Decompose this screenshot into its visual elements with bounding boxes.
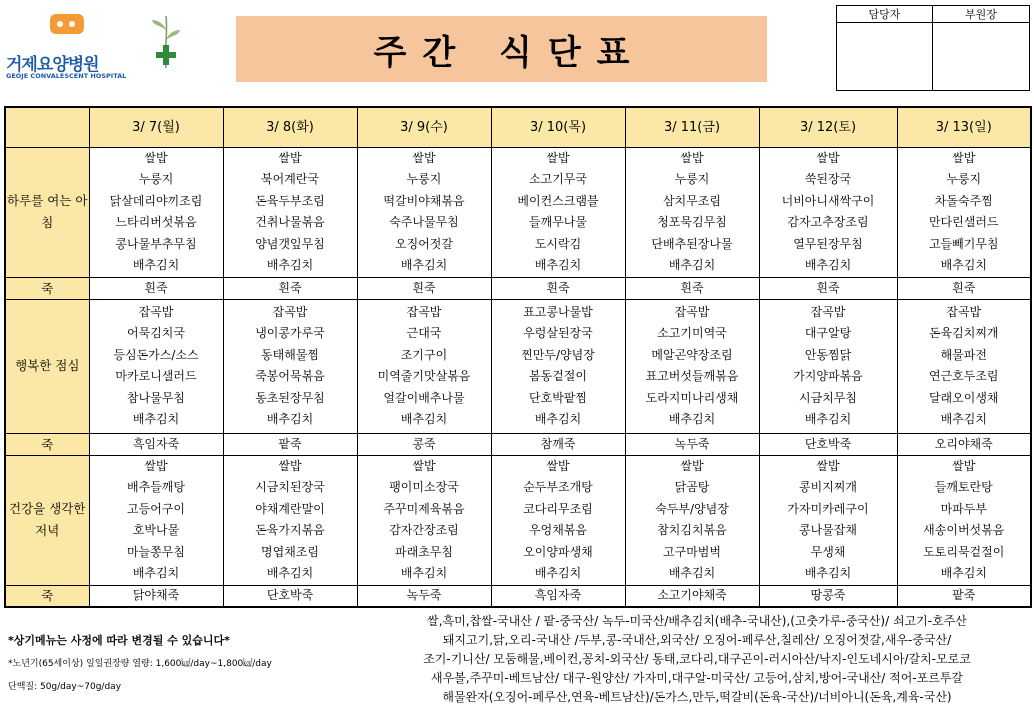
menu-cell: 콩죽 — [357, 433, 491, 455]
day-header-row — [5, 107, 1031, 147]
dish-item: 잡곡밥 — [138, 304, 174, 319]
dish-item: 참치김치볶음 — [657, 523, 727, 537]
corner-cell — [5, 107, 89, 147]
sign-label-vice-director: 부원장 — [933, 6, 1029, 23]
dish-item: 쌀밥 — [680, 150, 704, 165]
dish-item: 팽이미소장국 — [389, 480, 459, 494]
dish-item: 코다리무조림 — [523, 501, 593, 516]
dish-item: 떡갈비야채볶음 — [383, 193, 465, 208]
meal-label: 죽 — [5, 433, 89, 455]
logo-plant-cross-icon — [146, 10, 186, 70]
dish-item: 배추김치 — [534, 258, 582, 272]
dish-item: 배추김치 — [400, 566, 448, 580]
dish-item: 배추김치 — [940, 412, 987, 426]
dish-item: 배추김치 — [400, 258, 448, 272]
dish-item: 마파두부 — [940, 501, 987, 516]
page-title: 주간 식단표 — [373, 32, 646, 73]
dish-item: 참나물무침 — [127, 390, 185, 405]
dish-item: 배추김치 — [534, 566, 582, 580]
day-header: 3/ 12(토) — [759, 107, 897, 147]
dish-item: 쌀밥 — [546, 458, 570, 473]
hospital-name: 거제요양병원 — [6, 55, 99, 75]
dish-item: 명엽채조림 — [261, 544, 319, 559]
dish-item: 가지양파볶음 — [793, 369, 863, 383]
dish-item: 단배추된장나물 — [651, 236, 733, 251]
dish-item: 시금치된장국 — [255, 480, 325, 494]
dish-item: 고등어구이 — [127, 501, 185, 516]
menu-cell — [897, 299, 1031, 433]
dish-item: 표고버섯들깨볶음 — [645, 369, 739, 383]
dish-item: 가자미카레구이 — [787, 501, 869, 516]
menu-cell: 흰죽 — [759, 277, 897, 299]
dish-item: 쌀밥 — [816, 150, 840, 165]
dish-item: 배추김치 — [940, 566, 987, 580]
dish-item: 돈육두부조림 — [255, 193, 325, 208]
dish-item: 콩나물잡채 — [799, 523, 857, 537]
menu-cell: 녹두죽 — [625, 433, 759, 455]
dish-item: 배추김치 — [132, 412, 180, 426]
dish-item: 감자간장조림 — [389, 523, 459, 537]
menu-cell — [357, 455, 491, 585]
menu-cell: 팥죽 — [897, 585, 1031, 607]
menu-cell: 단호박죽 — [223, 585, 357, 607]
menu-cell: 흰죽 — [897, 277, 1031, 299]
menu-cell: 닭야채죽 — [89, 585, 223, 607]
dish-item: 동태해물찜 — [261, 347, 319, 362]
dish-item: 닭살데리야끼조림 — [109, 193, 203, 208]
dish-item: 감자고추장조림 — [787, 215, 869, 229]
dish-item: 동초된장무침 — [255, 390, 325, 405]
dish-item: 배추김치 — [804, 412, 852, 426]
energy-recommendation: *노년기(65세이상) 일일권장량 열량: 1,600㎉/day~1,800㎉/day — [8, 659, 272, 669]
dish-item: 건취나물볶음 — [255, 215, 325, 229]
notes-block — [8, 632, 358, 702]
dish-item: 순두부조개탕 — [523, 480, 593, 494]
dish-item: 도토리묵겉절이 — [923, 544, 1005, 559]
dish-item: 배추김치 — [266, 258, 314, 272]
title-banner — [236, 16, 767, 82]
dish-item: 새송이버섯볶음 — [923, 523, 1005, 537]
dish-item: 만다린샐러드 — [928, 215, 999, 229]
dish-item: 누룽지 — [674, 172, 710, 186]
dish-item: 시금치무침 — [799, 390, 857, 405]
dish-item: 삼치무조림 — [663, 193, 721, 208]
dish-item: 연근호두조림 — [928, 369, 999, 383]
dish-item: 주꾸미제육볶음 — [383, 501, 465, 516]
dish-item: 대구알탕 — [804, 326, 852, 340]
dish-item: 쌀밥 — [546, 150, 570, 165]
dish-item: 잡곡밥 — [272, 304, 308, 319]
menu-cell — [759, 455, 897, 585]
dish-item: 청포묵김무침 — [657, 215, 727, 229]
menu-cell — [89, 455, 223, 585]
dish-item: 쌀밥 — [412, 458, 436, 473]
approval-box — [836, 5, 1030, 91]
dish-item: 배추김치 — [668, 412, 716, 426]
dish-item: 너비아니새싹구이 — [781, 193, 875, 208]
dish-item: 조기구이 — [400, 347, 448, 362]
dish-item: 돈육김치찌개 — [928, 326, 999, 340]
menu-cell — [223, 299, 357, 433]
hospital-name-en: GEOJE CONVALESCENT HOSPITAL — [6, 72, 127, 80]
ingredient-origin-info: 쌀,흑미,찹쌀-국내산 / 팥-중국산/ 녹두-미국산/배추김치(배추-국내산),(고춧가루-중국산)/ 쇠고기-호주산 돼지고기,닭,오리-국내산 /두부,콩-국내산,외국산/ 오징어-페루산,칠레산/ 오징어젓갈,새우-중국산/ 조기-기니산/ 모둠해물,베이컨,꽁치-외국산/ 동태,코다리,대구곤이-러시아산/낙지-인도네시아/갈치-모로코 새우볼,주꾸미-베트남산/ 대구-원양산/ 가자미,대구알-미국산/ 고등어,삼치,방어-국내산/ 적어-포르투갈 해물완자(오징어-페루산,연육-베트남산)/돈가스,만두,떡갈비(돈육-국산)/너비아니(돈육,계육-국산) — [423, 614, 971, 704]
dish-item: 어묵김치국 — [127, 326, 185, 340]
menu-cell — [223, 147, 357, 277]
meal-label: 하루를 여는 아침 — [5, 147, 89, 277]
dish-item: 배추김치 — [266, 412, 314, 426]
dish-item: 쌀밥 — [278, 150, 302, 165]
menu-cell — [491, 299, 625, 433]
dish-item: 소고기미역국 — [657, 326, 727, 340]
dish-item: 도라지미나리생채 — [645, 390, 739, 405]
day-header: 3/ 10(목) — [491, 107, 625, 147]
dish-item: 배추김치 — [668, 566, 716, 580]
dish-item: 안동찜닭 — [804, 347, 852, 362]
dish-item: 쌀밥 — [278, 458, 302, 473]
dish-item: 우엉채볶음 — [529, 523, 587, 537]
dinner-row — [5, 455, 1031, 585]
dish-item: 배추들깨탕 — [127, 480, 185, 494]
menu-cell — [357, 147, 491, 277]
dish-item: 해물파전 — [940, 347, 987, 362]
menu-cell — [491, 147, 625, 277]
sign-slot-manager — [837, 23, 933, 90]
menu-cell — [759, 147, 897, 277]
menu-cell: 녹두죽 — [357, 585, 491, 607]
lunch-porridge-row — [5, 433, 1031, 455]
dish-item: 배추김치 — [266, 566, 314, 580]
dish-item: 닭곰탕 — [674, 480, 710, 494]
dish-item: 호박나물 — [132, 523, 180, 537]
dish-item: 쌀밥 — [952, 150, 976, 165]
menu-cell: 팥죽 — [223, 433, 357, 455]
sign-label-manager: 담당자 — [837, 6, 933, 23]
menu-cell: 흰죽 — [357, 277, 491, 299]
dish-item: 무생채 — [810, 544, 846, 559]
dish-item: 열무된장무침 — [793, 236, 863, 251]
dish-item: 배추김치 — [804, 566, 852, 580]
dish-item: 누룽지 — [138, 172, 174, 186]
meal-label: 죽 — [5, 585, 89, 607]
dish-item: 콩나물부추무침 — [115, 236, 197, 251]
dish-item: 잡곡밥 — [406, 304, 442, 319]
lunch-row — [5, 299, 1031, 433]
dish-item: 얼갈이배추나물 — [383, 390, 465, 405]
weekly-menu-table — [4, 106, 1032, 608]
menu-cell — [625, 299, 759, 433]
menu-cell: 흑임자죽 — [491, 585, 625, 607]
dish-item: 쌀밥 — [952, 458, 976, 473]
menu-cell — [759, 299, 897, 433]
dish-item: 잡곡밥 — [810, 304, 846, 319]
dish-item: 파래초무침 — [395, 544, 453, 559]
dish-item: 누룽지 — [406, 172, 442, 186]
menu-cell: 흰죽 — [89, 277, 223, 299]
dish-item: 양념갯잎무침 — [255, 236, 325, 251]
dish-item: 배추김치 — [534, 412, 582, 426]
day-header: 3/ 7(월) — [89, 107, 223, 147]
dish-item: 야채계란말이 — [255, 501, 325, 516]
dish-item: 느타리버섯볶음 — [115, 215, 197, 229]
dish-item: 오이양파생채 — [523, 544, 593, 559]
dish-item: 배추김치 — [940, 258, 987, 272]
menu-cell: 참깨죽 — [491, 433, 625, 455]
meal-label: 행복한 점심 — [5, 299, 89, 433]
menu-cell — [89, 147, 223, 277]
logo-emblem-icon — [48, 10, 128, 50]
dish-item: 콩비지찌개 — [799, 480, 857, 494]
dish-item: 배추김치 — [668, 258, 716, 272]
dish-item: 마카로니샐러드 — [115, 369, 197, 383]
dish-item: 쌀밥 — [680, 458, 704, 473]
protein-recommendation: 단백질: 50g/day~70g/day — [8, 682, 122, 692]
dish-item: 쌀밥 — [144, 458, 168, 473]
day-header: 3/ 11(금) — [625, 107, 759, 147]
dish-item: 달래오이생채 — [928, 390, 999, 405]
menu-cell — [897, 147, 1031, 277]
dish-item: 들깨토란탕 — [934, 480, 993, 494]
menu-cell: 흰죽 — [491, 277, 625, 299]
dish-item: 고구마범벅 — [663, 544, 721, 559]
dish-item: 등심돈가스/소스 — [113, 347, 199, 362]
dish-item: 배추김치 — [804, 258, 852, 272]
dish-item: 쑥된장국 — [804, 172, 852, 186]
day-header: 3/ 13(일) — [897, 107, 1031, 147]
dish-item: 쌀밥 — [412, 150, 436, 165]
dish-item: 봄동겉절이 — [529, 369, 587, 383]
dish-item: 근대국 — [406, 326, 442, 340]
menu-cell: 오리야채죽 — [897, 433, 1031, 455]
menu-cell — [897, 455, 1031, 585]
breakfast-porridge-row — [5, 277, 1031, 299]
dish-item: 표고콩나물밥 — [523, 304, 593, 319]
dish-item: 배추김치 — [132, 258, 180, 272]
dish-item: 소고기무국 — [529, 172, 587, 186]
dish-item: 미역줄기맛살볶음 — [377, 369, 471, 383]
dish-item: 오징어젓갈 — [395, 236, 453, 251]
dish-item: 냉이콩가루국 — [255, 326, 325, 340]
dish-item: 차돌숙주찜 — [934, 193, 993, 208]
dish-item: 잡곡밥 — [674, 304, 710, 319]
day-header: 3/ 9(수) — [357, 107, 491, 147]
change-notice: *상기메뉴는 사정에 따라 변경될 수 있습니다* — [8, 634, 230, 647]
menu-cell — [625, 147, 759, 277]
dish-item: 누룽지 — [946, 172, 982, 186]
menu-cell — [491, 455, 625, 585]
dish-item: 찐만두/양념장 — [521, 347, 595, 362]
breakfast-row — [5, 147, 1031, 277]
dish-item: 베이컨스크램블 — [517, 193, 599, 208]
dish-item: 숙두부/양념장 — [655, 501, 729, 516]
dish-item: 도시락김 — [534, 236, 582, 251]
meal-label: 죽 — [5, 277, 89, 299]
dish-item: 마늘쫑무침 — [127, 544, 185, 559]
dish-item: 메알곤약장조림 — [651, 347, 733, 362]
menu-cell: 흰죽 — [625, 277, 759, 299]
dish-item: 숙주나물무침 — [389, 215, 459, 229]
dish-item: 들깨무나물 — [529, 215, 587, 229]
menu-cell — [89, 299, 223, 433]
dish-item: 우렁살된장국 — [523, 326, 593, 340]
dish-item: 쌀밥 — [144, 150, 168, 165]
dish-item: 배추김치 — [132, 566, 180, 580]
menu-cell — [223, 455, 357, 585]
menu-cell: 흑임자죽 — [89, 433, 223, 455]
day-header: 3/ 8(화) — [223, 107, 357, 147]
menu-cell: 땅콩죽 — [759, 585, 897, 607]
meal-label: 건강을 생각한 저녁 — [5, 455, 89, 585]
dish-item: 잡곡밥 — [946, 304, 982, 319]
hospital-logo — [6, 10, 196, 82]
menu-cell: 흰죽 — [223, 277, 357, 299]
dish-item: 배추김치 — [400, 412, 448, 426]
sign-slot-vice-director — [933, 23, 1029, 90]
menu-cell — [625, 455, 759, 585]
dish-item: 쌀밥 — [816, 458, 840, 473]
menu-cell: 소고기야채죽 — [625, 585, 759, 607]
dish-item: 돈육가지볶음 — [255, 523, 325, 537]
menu-cell: 단호박죽 — [759, 433, 897, 455]
dish-item: 북어계란국 — [261, 172, 319, 186]
dinner-porridge-row — [5, 585, 1031, 607]
dish-item: 죽봉어묵볶음 — [255, 369, 325, 383]
menu-cell — [357, 299, 491, 433]
dish-item: 단호박팥찜 — [529, 390, 587, 405]
dish-item: 고들빼기무침 — [928, 236, 999, 251]
